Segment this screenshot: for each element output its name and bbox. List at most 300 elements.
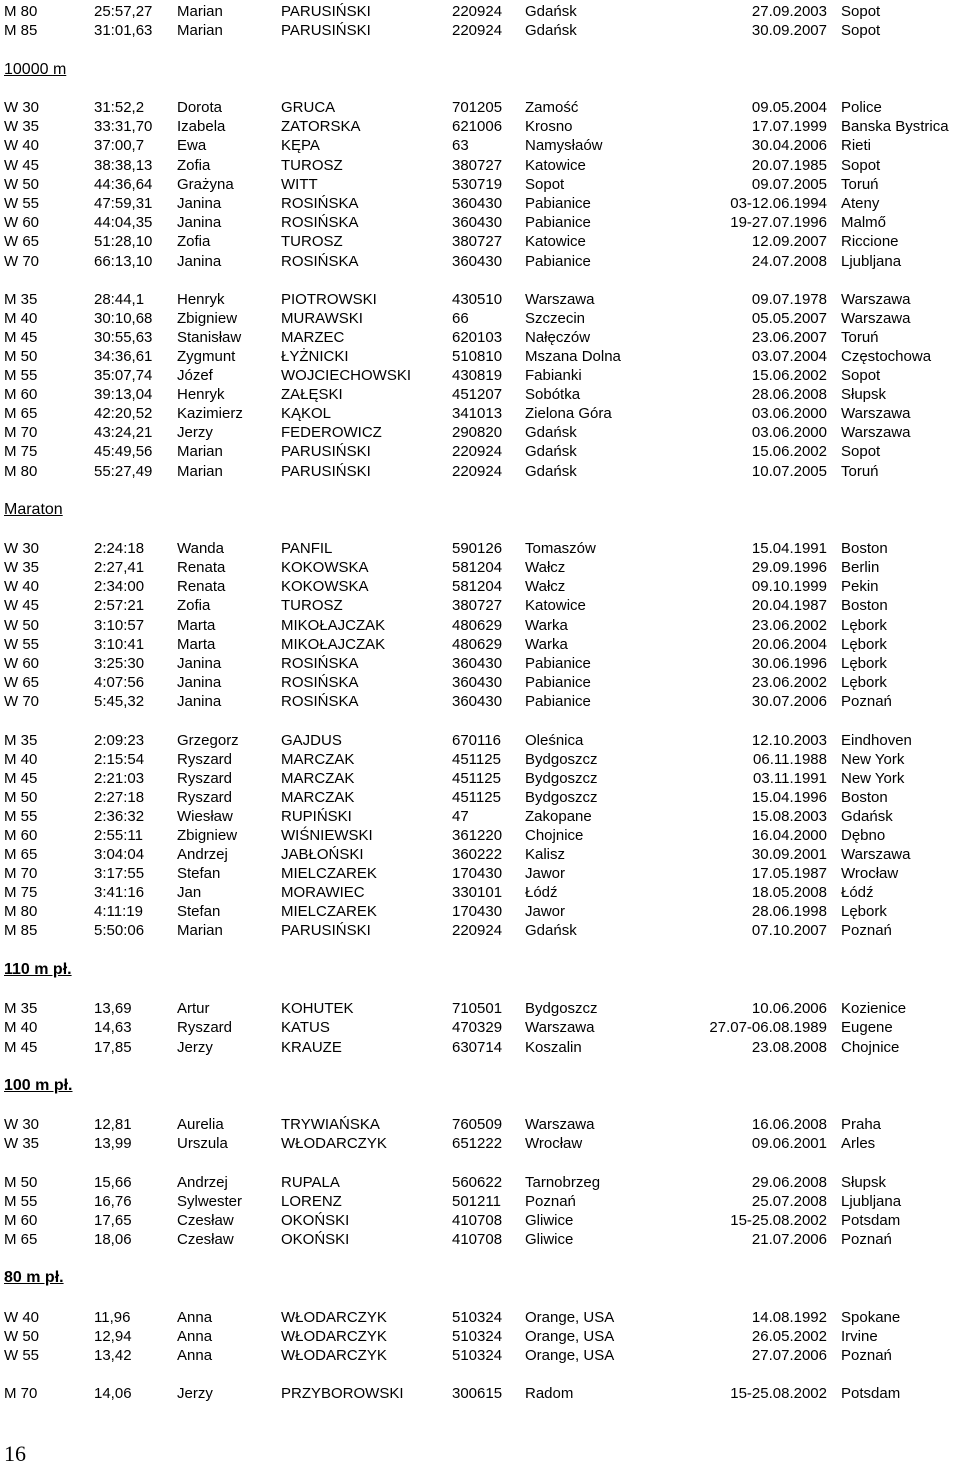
cell-result: 2:57:21 (94, 597, 145, 614)
cell-first-name: Wiesław (177, 808, 233, 825)
record-row (0, 232, 960, 251)
cell-category: W 35 (4, 118, 40, 135)
cell-date: 30.06.1996 (751, 655, 827, 672)
cell-category: M 40 (4, 751, 38, 768)
cell-category: M 70 (4, 424, 38, 441)
cell-last-name: TUROSZ (281, 157, 343, 174)
cell-club: Fabianki (525, 367, 582, 384)
cell-last-name: ROSIŃSKA (281, 214, 359, 231)
cell-result: 2:34:00 (94, 578, 145, 595)
record-row (0, 1384, 960, 1403)
cell-first-name: Marta (177, 636, 216, 653)
cell-birth-code: 701205 (452, 99, 503, 116)
cell-club: Gdańsk (525, 424, 577, 441)
cell-first-name: Zofia (177, 157, 211, 174)
cell-last-name: KOKOWSKA (281, 559, 369, 576)
cell-club: Tomaszów (525, 540, 596, 557)
cell-first-name: Anna (177, 1328, 213, 1345)
record-row (0, 731, 960, 750)
cell-result: 33:31,70 (94, 118, 153, 135)
cell-result: 44:36,64 (94, 176, 153, 193)
cell-date: 15.06.2002 (751, 443, 827, 460)
cell-category: W 65 (4, 674, 40, 691)
cell-result: 14,06 (94, 1385, 132, 1402)
record-row (0, 1038, 960, 1057)
cell-club: Jawor (525, 865, 566, 882)
cell-category: W 40 (4, 578, 40, 595)
cell-date: 09.06.2001 (751, 1135, 827, 1152)
cell-category: M 65 (4, 405, 38, 422)
cell-venue: New York (841, 770, 905, 787)
cell-club: Chojnice (525, 827, 584, 844)
cell-club: Wrocław (525, 1135, 583, 1152)
cell-last-name: MIELCZAREK (281, 865, 377, 882)
cell-first-name: Urszula (177, 1135, 228, 1152)
cell-result: 12,81 (94, 1116, 132, 1133)
cell-venue: Police (841, 99, 882, 116)
cell-venue: Spokane (841, 1309, 901, 1326)
cell-club: Bydgoszcz (525, 789, 598, 806)
section-heading: Maraton (4, 501, 63, 518)
cell-category: W 55 (4, 636, 40, 653)
cell-result: 13,69 (94, 1000, 132, 1017)
cell-first-name: Grażyna (177, 176, 234, 193)
cell-category: W 60 (4, 214, 40, 231)
cell-birth-code: 480629 (452, 636, 503, 653)
cell-club: Warka (525, 636, 568, 653)
cell-venue: Banska Bystrica (841, 118, 949, 135)
cell-venue: Pekin (841, 578, 879, 595)
cell-date: 20.07.1985 (751, 157, 827, 174)
cell-first-name: Ryszard (177, 789, 233, 806)
cell-date: 21.07.2006 (751, 1231, 827, 1248)
cell-date: 28.06.1998 (751, 903, 827, 920)
cell-club: Koszalin (525, 1039, 582, 1056)
cell-venue: Lębork (841, 617, 887, 634)
cell-result: 3:10:41 (94, 636, 145, 653)
record-row (0, 2, 960, 21)
cell-date: 17.05.1987 (751, 865, 827, 882)
cell-birth-code: 760509 (452, 1116, 503, 1133)
cell-venue: Sopot (841, 443, 881, 460)
record-row (0, 539, 960, 558)
cell-date: 12.10.2003 (751, 732, 827, 749)
cell-venue: Poznań (841, 922, 892, 939)
record-row (0, 1173, 960, 1192)
cell-result: 45:49,56 (94, 443, 153, 460)
cell-category: M 75 (4, 884, 38, 901)
cell-birth-code: 651222 (452, 1135, 503, 1152)
cell-venue: Malmő (841, 214, 887, 231)
cell-last-name: PARUSIŃSKI (281, 443, 371, 460)
cell-date: 15-25.08.2002 (730, 1212, 827, 1229)
record-row (0, 1134, 960, 1153)
cell-category: M 40 (4, 1019, 38, 1036)
record-row (0, 156, 960, 175)
cell-birth-code: 510324 (452, 1309, 503, 1326)
cell-result: 42:20,52 (94, 405, 153, 422)
cell-birth-code: 560622 (452, 1174, 503, 1191)
record-row (0, 366, 960, 385)
record-row (0, 194, 960, 213)
cell-venue: Rieti (841, 137, 872, 154)
cell-birth-code: 510810 (452, 348, 503, 365)
cell-club: Wałcz (525, 559, 566, 576)
cell-venue: Dębno (841, 827, 886, 844)
cell-date: 07.10.2007 (751, 922, 827, 939)
cell-date: 15.04.1996 (751, 789, 827, 806)
cell-category: M 50 (4, 348, 38, 365)
record-row (0, 442, 960, 461)
cell-result: 35:07,74 (94, 367, 153, 384)
cell-club: Bydgoszcz (525, 770, 598, 787)
cell-date: 29.09.1996 (751, 559, 827, 576)
cell-venue: Toruń (841, 329, 879, 346)
cell-club: Łódź (525, 884, 558, 901)
record-row (0, 673, 960, 692)
cell-date: 30.09.2007 (751, 22, 827, 39)
cell-venue: Lębork (841, 655, 887, 672)
cell-last-name: MARCZAK (281, 770, 355, 787)
cell-result: 16,76 (94, 1193, 132, 1210)
cell-last-name: KATUS (281, 1019, 330, 1036)
cell-first-name: Henryk (177, 386, 225, 403)
cell-birth-code: 451125 (452, 770, 501, 787)
cell-first-name: Zofia (177, 233, 211, 250)
cell-venue: Warszawa (841, 424, 911, 441)
cell-last-name: WŁODARCZYK (281, 1328, 387, 1345)
cell-birth-code: 170430 (452, 865, 503, 882)
cell-club: Zakopane (525, 808, 592, 825)
cell-date: 30.09.2001 (751, 846, 827, 863)
cell-result: 14,63 (94, 1019, 132, 1036)
cell-date: 27.07.2006 (751, 1347, 827, 1364)
cell-birth-code: 710501 (452, 1000, 503, 1017)
cell-last-name: PANFIL (281, 540, 333, 557)
cell-birth-code: 380727 (452, 233, 503, 250)
cell-last-name: PARUSIŃSKI (281, 922, 371, 939)
cell-result: 2:24:18 (94, 540, 145, 557)
cell-result: 51:28,10 (94, 233, 153, 250)
cell-category: M 80 (4, 3, 38, 20)
record-row (0, 864, 960, 883)
cell-last-name: FEDEROWICZ (281, 424, 382, 441)
cell-result: 3:17:55 (94, 865, 145, 882)
cell-last-name: MORAWIEC (281, 884, 365, 901)
cell-first-name: Zofia (177, 597, 211, 614)
section-heading: 10000 m (4, 61, 67, 78)
cell-category: M 55 (4, 367, 38, 384)
cell-date: 23.06.2002 (751, 674, 827, 691)
cell-venue: Warszawa (841, 405, 911, 422)
cell-date: 24.07.2008 (751, 253, 827, 270)
cell-birth-code: 330101 (452, 884, 503, 901)
cell-last-name: GRUCA (281, 99, 336, 116)
cell-venue: Riccione (841, 233, 899, 250)
cell-date: 05.05.2007 (751, 310, 827, 327)
cell-first-name: Ryszard (177, 1019, 233, 1036)
record-row (0, 1018, 960, 1037)
cell-date: 28.06.2008 (751, 386, 827, 403)
cell-venue: Potsdam (841, 1212, 901, 1229)
cell-category: M 70 (4, 1385, 38, 1402)
cell-first-name: Stefan (177, 903, 221, 920)
cell-last-name: ŁYŻNICKI (281, 348, 349, 365)
record-row (0, 1346, 960, 1365)
cell-date: 03-12.06.1994 (730, 195, 827, 212)
cell-club: Katowice (525, 233, 586, 250)
record-row (0, 1115, 960, 1134)
cell-club: Zamość (525, 99, 579, 116)
record-row (0, 404, 960, 423)
record-row (0, 347, 960, 366)
cell-first-name: Janina (177, 674, 222, 691)
cell-result: 31:52,2 (94, 99, 145, 116)
cell-venue: Poznań (841, 1231, 892, 1248)
record-row (0, 883, 960, 902)
cell-club: Pabianice (525, 674, 591, 691)
cell-venue: Eugene (841, 1019, 893, 1036)
cell-venue: Ateny (841, 195, 880, 212)
cell-last-name: OKOŃSKI (281, 1212, 350, 1229)
cell-first-name: Janina (177, 655, 222, 672)
cell-first-name: Zbigniew (177, 310, 238, 327)
cell-venue: Poznań (841, 1347, 892, 1364)
cell-first-name: Zygmunt (177, 348, 236, 365)
cell-last-name: RUPALA (281, 1174, 340, 1191)
cell-club: Gdańsk (525, 22, 577, 39)
cell-last-name: JABŁOŃSKI (281, 846, 364, 863)
cell-birth-code: 530719 (452, 176, 503, 193)
record-row (0, 290, 960, 309)
cell-date: 16.06.2008 (751, 1116, 827, 1133)
cell-result: 34:36,61 (94, 348, 153, 365)
cell-venue: Ljubljana (841, 253, 902, 270)
cell-club: Gdańsk (525, 463, 577, 480)
cell-first-name: Janina (177, 214, 222, 231)
cell-result: 13,99 (94, 1135, 132, 1152)
cell-first-name: Marta (177, 617, 216, 634)
cell-category: M 50 (4, 1174, 38, 1191)
cell-birth-code: 510324 (452, 1328, 503, 1345)
record-row (0, 902, 960, 921)
cell-result: 31:01,63 (94, 22, 153, 39)
page-number: 16 (4, 1441, 26, 1466)
record-row (0, 558, 960, 577)
cell-venue: Ljubljana (841, 1193, 902, 1210)
cell-club: Orange, USA (525, 1347, 615, 1364)
cell-date: 23.06.2007 (751, 329, 827, 346)
cell-result: 66:13,10 (94, 253, 153, 270)
cell-date: 14.08.1992 (751, 1309, 827, 1326)
cell-last-name: MIKOŁAJCZAK (281, 617, 386, 634)
cell-last-name: MARZEC (281, 329, 345, 346)
cell-venue: Warszawa (841, 291, 911, 308)
cell-birth-code: 170430 (452, 903, 503, 920)
cell-first-name: Ewa (177, 137, 207, 154)
cell-birth-code: 360430 (452, 195, 503, 212)
cell-birth-code: 451207 (452, 386, 503, 403)
record-row (0, 1211, 960, 1230)
cell-club: Warszawa (525, 291, 595, 308)
cell-first-name: Anna (177, 1309, 213, 1326)
cell-last-name: WITT (281, 176, 318, 193)
cell-category: W 55 (4, 1347, 40, 1364)
cell-result: 17,85 (94, 1039, 132, 1056)
cell-result: 5:45,32 (94, 693, 145, 710)
cell-birth-code: 47 (452, 808, 469, 825)
cell-result: 13,42 (94, 1347, 132, 1364)
cell-date: 03.06.2000 (751, 405, 827, 422)
cell-birth-code: 361220 (452, 827, 503, 844)
cell-category: W 40 (4, 1309, 40, 1326)
cell-first-name: Ryszard (177, 751, 233, 768)
cell-last-name: KRAUZE (281, 1039, 342, 1056)
cell-date: 03.06.2000 (751, 424, 827, 441)
cell-date: 23.06.2002 (751, 617, 827, 634)
cell-birth-code: 360430 (452, 693, 503, 710)
cell-result: 4:11:19 (94, 903, 143, 920)
cell-first-name: Marian (177, 463, 223, 480)
cell-birth-code: 220924 (452, 22, 503, 39)
cell-result: 55:27,49 (94, 463, 153, 480)
cell-club: Wałcz (525, 578, 566, 595)
cell-birth-code: 290820 (452, 424, 503, 441)
cell-club: Pabianice (525, 214, 591, 231)
cell-last-name: PARUSIŃSKI (281, 3, 371, 20)
cell-result: 2:09:23 (94, 732, 145, 749)
cell-last-name: ZAŁĘSKI (281, 386, 343, 403)
cell-category: W 60 (4, 655, 40, 672)
cell-last-name: ZATORSKA (281, 118, 361, 135)
cell-category: M 45 (4, 770, 38, 787)
cell-birth-code: 341013 (452, 405, 503, 422)
cell-category: M 75 (4, 443, 38, 460)
cell-date: 15.06.2002 (751, 367, 827, 384)
cell-category: W 50 (4, 617, 40, 634)
cell-category: W 55 (4, 195, 40, 212)
record-row (0, 596, 960, 615)
cell-date: 20.04.1987 (751, 597, 827, 614)
cell-date: 10.07.2005 (751, 463, 827, 480)
cell-birth-code: 470329 (452, 1019, 503, 1036)
cell-result: 2:27,41 (94, 559, 145, 576)
cell-category: M 50 (4, 789, 38, 806)
cell-venue: Irvine (841, 1328, 878, 1345)
cell-result: 3:10:57 (94, 617, 145, 634)
cell-date: 30.07.2006 (751, 693, 827, 710)
cell-club: Szczecin (525, 310, 586, 327)
cell-venue: Sopot (841, 367, 881, 384)
cell-result: 25:57,27 (94, 3, 153, 20)
cell-date: 19-27.07.1996 (730, 214, 827, 231)
cell-first-name: Renata (177, 578, 226, 595)
cell-venue: Sopot (841, 3, 881, 20)
cell-date: 15.04.1991 (751, 540, 827, 557)
cell-category: W 50 (4, 1328, 40, 1345)
cell-club: Pabianice (525, 253, 591, 270)
cell-date: 30.04.2006 (751, 137, 827, 154)
cell-venue: Sopot (841, 157, 881, 174)
cell-first-name: Janina (177, 253, 222, 270)
cell-category: M 80 (4, 463, 38, 480)
cell-birth-code: 451125 (452, 751, 501, 768)
cell-birth-code: 220924 (452, 922, 503, 939)
cell-result: 18,06 (94, 1231, 132, 1248)
cell-club: Bydgoszcz (525, 751, 598, 768)
cell-club: Sobótka (525, 386, 581, 403)
cell-last-name: KOHUTEK (281, 1000, 354, 1017)
cell-category: W 45 (4, 157, 40, 174)
cell-result: 28:44,1 (94, 291, 145, 308)
cell-venue: Arles (841, 1135, 876, 1152)
cell-category: M 60 (4, 827, 38, 844)
cell-birth-code: 430819 (452, 367, 503, 384)
cell-first-name: Ryszard (177, 770, 233, 787)
record-row (0, 1192, 960, 1211)
cell-club: Tarnobrzeg (525, 1174, 601, 1191)
cell-date: 15.08.2003 (751, 808, 827, 825)
cell-first-name: Henryk (177, 291, 225, 308)
cell-last-name: MARCZAK (281, 789, 355, 806)
cell-last-name: WŁODARCZYK (281, 1309, 387, 1326)
cell-venue: Eindhoven (841, 732, 912, 749)
record-row (0, 462, 960, 481)
record-row (0, 826, 960, 845)
cell-last-name: MIKOŁAJCZAK (281, 636, 386, 653)
cell-birth-code: 220924 (452, 463, 503, 480)
cell-club: Mszana Dolna (525, 348, 621, 365)
cell-first-name: Anna (177, 1347, 213, 1364)
cell-venue: Wrocław (841, 865, 899, 882)
cell-first-name: Dorota (177, 99, 223, 116)
cell-result: 37:00,7 (94, 137, 145, 154)
cell-category: W 70 (4, 253, 40, 270)
cell-result: 5:50:06 (94, 922, 145, 939)
cell-birth-code: 360430 (452, 674, 503, 691)
cell-venue: Lębork (841, 903, 887, 920)
cell-last-name: PIOTROWSKI (281, 291, 377, 308)
cell-date: 03.11.1991 (753, 770, 827, 787)
cell-date: 25.07.2008 (751, 1193, 827, 1210)
record-row (0, 807, 960, 826)
cell-first-name: Aurelia (177, 1116, 224, 1133)
cell-club: Gdańsk (525, 922, 577, 939)
cell-birth-code: 620103 (452, 329, 503, 346)
cell-first-name: Kazimierz (177, 405, 243, 422)
cell-birth-code: 300615 (452, 1385, 503, 1402)
cell-result: 47:59,31 (94, 195, 153, 212)
cell-category: M 45 (4, 329, 38, 346)
cell-category: M 55 (4, 1193, 38, 1210)
cell-last-name: MURAWSKI (281, 310, 363, 327)
cell-first-name: Zbigniew (177, 827, 238, 844)
record-row (0, 845, 960, 864)
cell-venue: New York (841, 751, 905, 768)
cell-club: Orange, USA (525, 1309, 615, 1326)
cell-first-name: Janina (177, 693, 222, 710)
cell-date: 29.06.2008 (751, 1174, 827, 1191)
cell-result: 17,65 (94, 1212, 132, 1229)
cell-category: W 35 (4, 559, 40, 576)
cell-date: 09.05.2004 (751, 99, 827, 116)
cell-first-name: Janina (177, 195, 222, 212)
cell-birth-code: 670116 (452, 732, 501, 749)
cell-venue: Potsdam (841, 1385, 901, 1402)
cell-club: Orange, USA (525, 1328, 615, 1345)
cell-last-name: ROSIŃSKA (281, 195, 359, 212)
cell-category: M 85 (4, 922, 38, 939)
